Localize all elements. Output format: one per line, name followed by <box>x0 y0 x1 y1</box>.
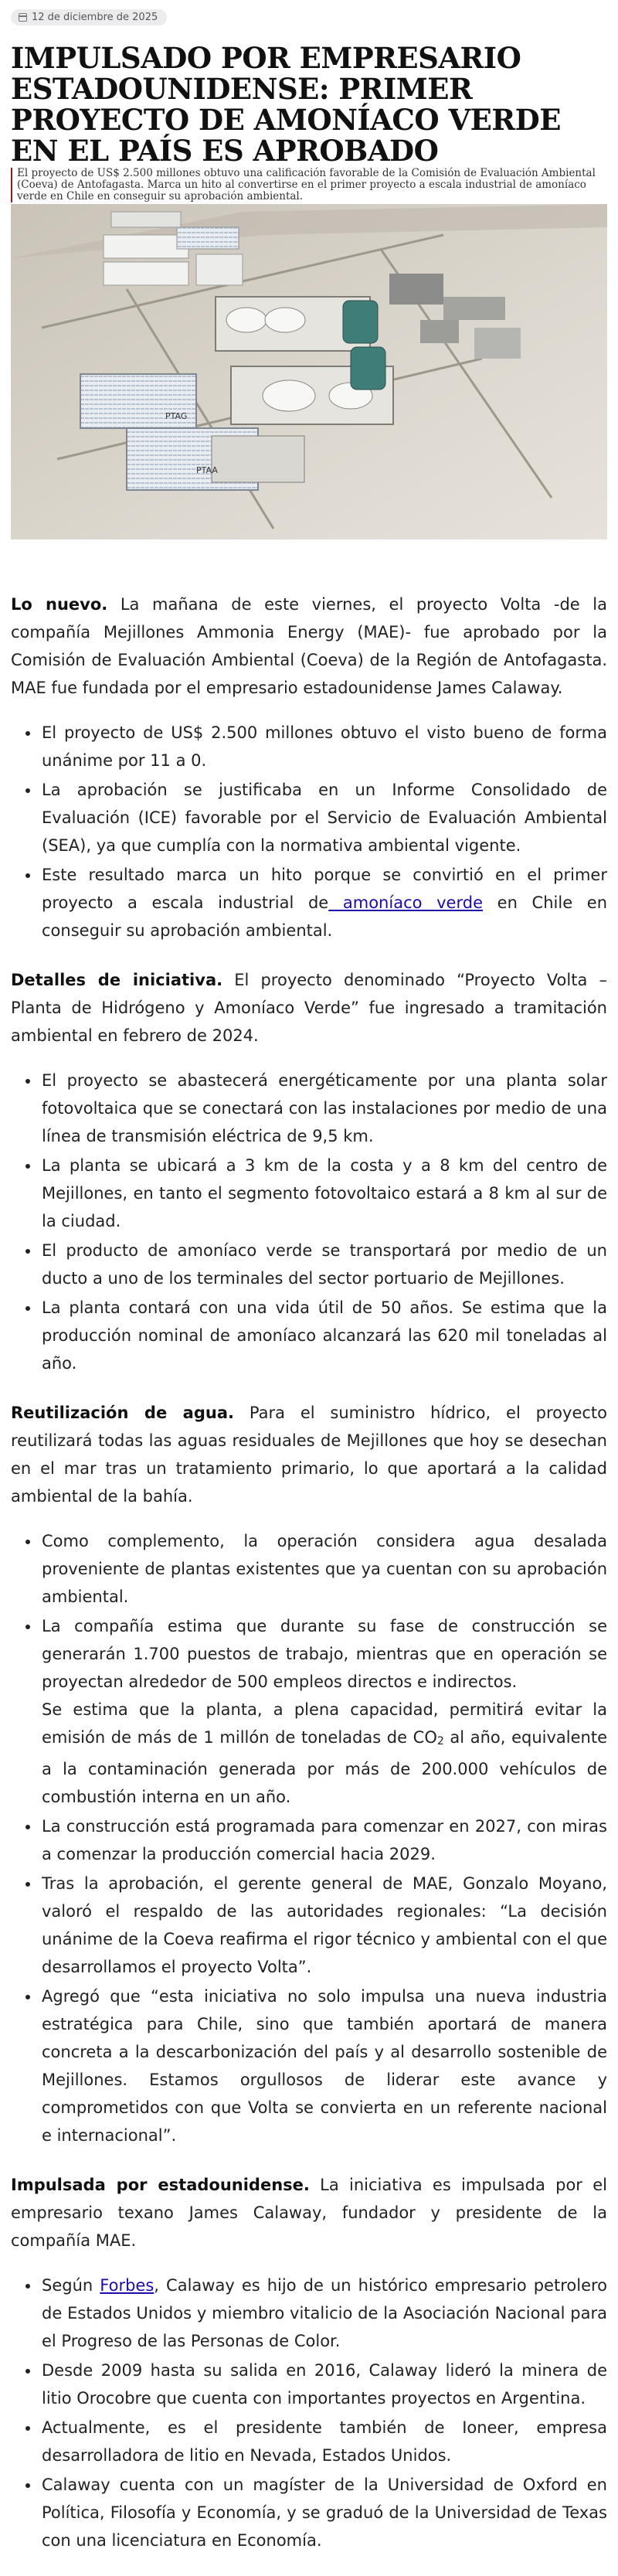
list-item-text: Según <box>42 2276 100 2295</box>
article-body <box>11 590 607 2554</box>
headline: IMPULSADO POR EMPRESARIO ESTADOUNIDENSE: PRIMER PROYECTO DE AMONÍACO VERDE EN EL PAÍS ES APROBADO <box>11 41 561 168</box>
list-item: • Desde 2009 hasta su salida en 2016, Calaway lideró la minera de litio Orocobre que cuenta con importantes proyectos en Argentina. <box>40 2357 607 2412</box>
list-nuevo <box>40 719 607 944</box>
text-nuevo: La mañana de este viernes, el proyecto Volta -de la compañía Mejillones Ammonia Energy (MAE)- fue aprobado por la Comisión de Evaluación Ambiental (Coeva) de la Región de Antofagasta. MAE fue fundada por el empresario estadounidense James Calaway. <box>11 595 607 697</box>
paragraph-agua <box>11 1399 607 1510</box>
list-item: • La construcción está programada para comenzar en 2027, con miras a comenzar la producción comercial hacia 2029. <box>40 1812 607 1868</box>
publish-date: 12 de diciembre de 2025 <box>32 12 158 23</box>
list-item: • La aprobación se justificaba en un Informe Consolidado de Evaluación (ICE) favorable por el Servicio de Evaluación Ambiental (SEA), ya que cumplía con la normativa ambiental vigente. <box>40 776 607 859</box>
list-item: • Como complemento, la operación considera agua desalada proveniente de plantas existentes que ya cuentan con su aprobación ambiental. <box>40 1527 607 1611</box>
lead-detalles: Detalles de iniciativa. <box>11 971 223 989</box>
paragraph-nuevo <box>11 590 607 702</box>
date-badge <box>11 9 167 26</box>
list-item: • Agregó que “esta iniciativa no solo impulsa una nueva industria estratégica para Chile, sino que también aportará de manera concreta a la descarbonización del país y al desarrollo sostenible de Mejillones. Estamos orgullosos de liderar este avance y comprometidos con que Volta se convierta en un referente nacional e internacional”. <box>40 1982 607 2149</box>
calendar-icon <box>19 13 27 22</box>
list-item: • Tras la aprobación, el gerente general de MAE, Gonzalo Moyano, valoró el respaldo de las autoridades regionales: “La decisión unánime de la Coeva reafirma el rigor técnico y ambiental con el que desarrollamos el proyecto Volta”. <box>40 1870 607 1981</box>
text-impulsado: La iniciativa es impulsada por el empresario texano James Calaway, fundador y presidente de la compañía MAE. <box>11 2176 607 2250</box>
list-item: • El proyecto de US$ 2.500 millones obtuvo el visto bueno de forma unánime por 11 a 0. <box>40 719 607 774</box>
list-agua <box>40 1527 607 2149</box>
list-item: • Calaway cuenta con un magíster de la Universidad de Oxford en Política, Filosofía y Economía, y se graduó de la Universidad de Texas con una licenciatura en Economía. <box>40 2471 607 2554</box>
text-detalles: El proyecto denominado “Proyecto Volta – Planta de Hidrógeno y Amoníaco Verde” fue ingresado a tramitación ambiental en febrero de 2024. <box>11 971 607 1045</box>
list-item <box>40 1612 607 1811</box>
list-item: • El proyecto se abastecerá energéticamente por una planta solar fotovoltaica que se conectará con las instalaciones por medio de una línea de transmisión eléctrica de 9,5 km. <box>40 1067 607 1150</box>
list-item: • La planta contará con una vida útil de 50 años. Se estima que la producción nominal de amoníaco alcanzará las 620 mil toneladas al año. <box>40 1294 607 1377</box>
list-item: • El producto de amoníaco verde se transportará por medio de un ducto a uno de los terminales del sector portuario de Mejillones. <box>40 1237 607 1292</box>
list-item-text: en Chile en conseguir su aprobación ambiental. <box>42 893 608 940</box>
list-item-text: , Calaway es hijo de un histórico empresario petrolero de Estados Unidos y miembro vitalicio de la Asociación Nacional para el Progreso de las Personas de Color. <box>42 2276 608 2350</box>
list-item: • La planta se ubicará a 3 km de la costa y a 8 km del centro de Mejillones, en tanto el segmento fotovoltaico estará a 8 km al sur de la ciudad. <box>40 1152 607 1235</box>
list-item-text: Se estima que la planta, a plena capacidad, permitirá evitar la emisión de más de 1 millón de toneladas de CO <box>42 1700 607 1747</box>
list-item-text: al año, equivalente a la contaminación generada por más de 200.000 vehículos de combustión interna en un año. <box>42 1728 607 1806</box>
list-item: • Actualmente, es el presidente también de Ioneer, empresa desarrolladora de litio en Nevada, Estados Unidos. <box>40 2414 607 2469</box>
lead-nuevo: Lo nuevo. <box>11 595 108 614</box>
list-detalles <box>40 1067 607 1377</box>
lead-agua: Reutilización de agua. <box>11 1404 234 1422</box>
list-item <box>40 2271 607 2355</box>
link-amoniaco-verde[interactable]: amoníaco verde <box>328 893 483 912</box>
text-agua: Para el suministro hídrico, el proyecto reutilizará todas las aguas residuales de Mejillones que hoy se desechan en el mar tras un tratamiento primario, lo que aportará a la calidad ambiental de la bahía. <box>11 1404 607 1506</box>
label-ptag: PTAG <box>165 411 188 421</box>
plant-rendering <box>11 204 607 539</box>
list-impulsado <box>40 2271 607 2554</box>
subscript-2: 2 <box>436 1735 444 1747</box>
list-item <box>40 861 607 944</box>
paragraph-impulsado <box>11 2171 607 2254</box>
lead-impulsado: Impulsada por estadounidense. <box>11 2176 310 2194</box>
link-forbes[interactable]: Forbes <box>100 2276 154 2295</box>
paragraph-detalles <box>11 966 607 1050</box>
list-item-text: Este resultado marca un hito porque se convirtió en el primer proyecto a escala industrial de <box>42 866 607 912</box>
hero-image <box>11 204 607 539</box>
list-item-text: La compañía estima que durante su fase de construcción se generarán 1.700 puestos de trabajo, mientras que en operación se proyectan alrededor de 500 empleos directos e indirectos. <box>42 1617 607 1691</box>
label-ptaa: PTAA <box>196 465 218 475</box>
lede: El proyecto de US$ 2.500 millones obtuvo una calificación favorable de la Comisión de Evaluación Ambiental (Coeva) de Antofagasta. Marca un hito al convertirse en el primer proyecto a escala industrial de amoníaco verde en Chile en conseguir su aprobación ambiental. <box>11 168 607 202</box>
